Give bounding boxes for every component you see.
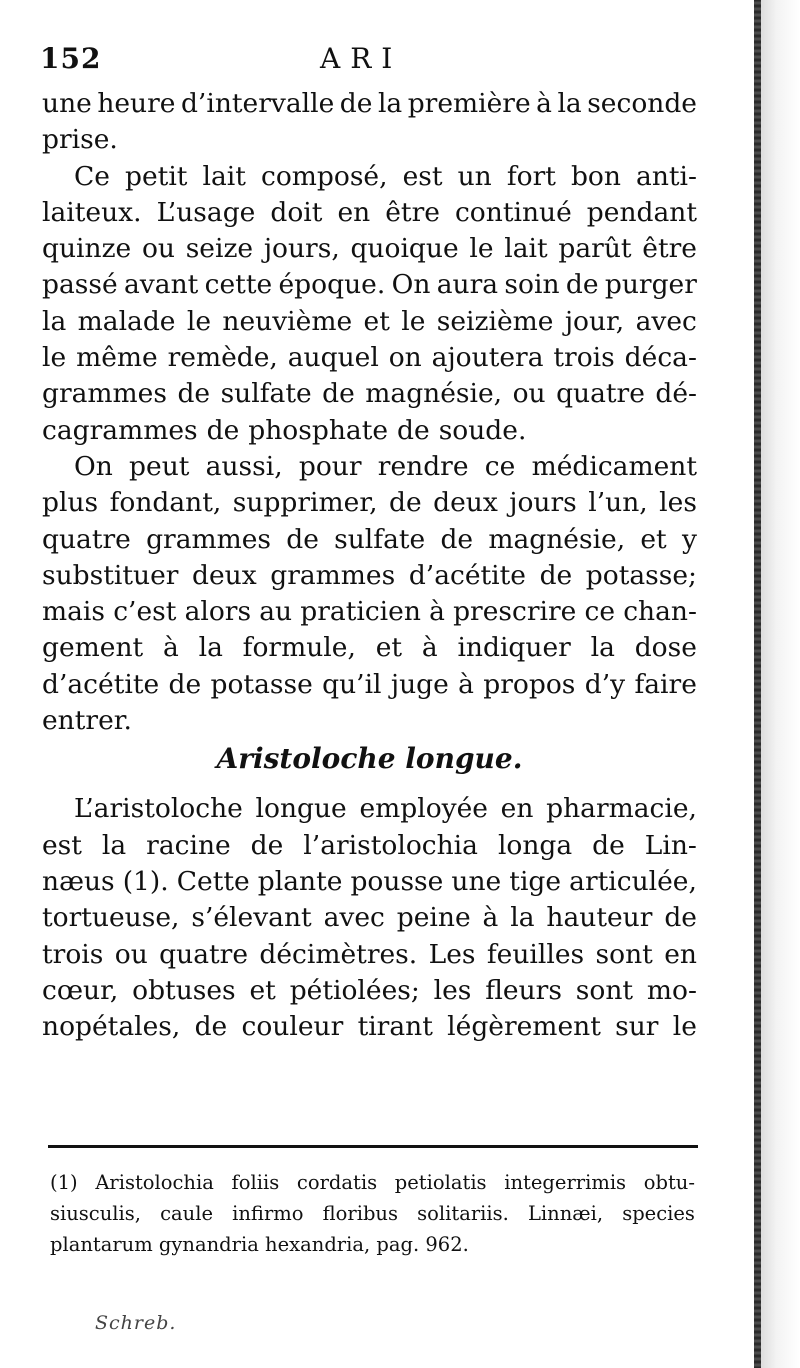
text-line: mais c’est alors au praticien à prescrire ce chan- — [42, 596, 697, 628]
footnote — [50, 1167, 695, 1260]
scan-margin — [761, 0, 800, 1368]
text-line: laiteux. L’usage doit en être continué pendant — [42, 196, 697, 228]
text-line: næus (1). Cette plante pousse une tige articulée, — [42, 865, 697, 897]
page-edge-border — [754, 0, 761, 1368]
text-line: le même remède, auquel on ajoutera trois déca- — [42, 342, 697, 374]
text-line: On peut aussi, pour rendre ce médicament — [74, 450, 697, 482]
text-line: est la racine de l’aristolochia longa de Lin- — [42, 829, 697, 861]
text-line: Ce petit lait composé, est un fort bon anti- — [74, 160, 697, 192]
text-line: plus fondant, supprimer, de deux jours l’un, les — [42, 487, 697, 519]
footnote-line: (1) Aristolochia foliis cordatis petiolatis integerrimis obtu- — [50, 1171, 695, 1194]
text-line: quatre grammes de sulfate de magnésie, et y — [42, 523, 697, 555]
page-body — [42, 86, 697, 1045]
text-line: d’acétite de potasse qu’il juge à propos d’y faire — [42, 668, 697, 700]
footnote-line: plantarum gynandria hexandria, pag. 962. — [50, 1233, 469, 1256]
text-line: nopétales, de couleur tirant légèrement sur le — [42, 1011, 697, 1043]
footnote-line: siusculis, caule infirmo floribus solitariis. Linnæi, species — [50, 1202, 695, 1225]
text-line: gement à la formule, et à indiquer la dose — [42, 632, 697, 664]
running-head: ARI — [320, 42, 403, 75]
text-line: une heure d’intervalle de la première à la seconde — [42, 88, 697, 119]
page-number: 152 — [40, 42, 102, 75]
text-line: cagrammes de phosphate de soude. — [42, 414, 527, 446]
text-line: prise. — [42, 124, 118, 156]
text-line: grammes de sulfate de magnésie, ou quatre dé- — [42, 378, 697, 410]
text-line: entrer. — [42, 705, 132, 737]
text-line: cœur, obtuses et pétiolées; les fleurs sont mo- — [42, 974, 697, 1006]
text-line: L’aristoloche longue employée en pharmacie, — [74, 793, 697, 825]
text-line: tortueuse, s’élevant avec peine à la hauteur de — [42, 902, 697, 934]
section-heading: Aristoloche longue. — [216, 742, 523, 776]
text-line: la malade le neuvième et le seizième jour, avec — [42, 305, 697, 337]
bottom-fragment: Schreb. — [95, 1312, 177, 1334]
text-line: passé avant cette époque. On aura soin de purger — [42, 269, 697, 301]
footnote-rule — [48, 1145, 698, 1148]
text-line: quinze ou seize jours, quoique le lait parût être — [42, 233, 697, 265]
page-header — [40, 42, 700, 82]
text-line: trois ou quatre décimètres. Les feuilles sont en — [42, 938, 697, 970]
text-line: substituer deux grammes d’acétite de potasse; — [42, 559, 697, 591]
